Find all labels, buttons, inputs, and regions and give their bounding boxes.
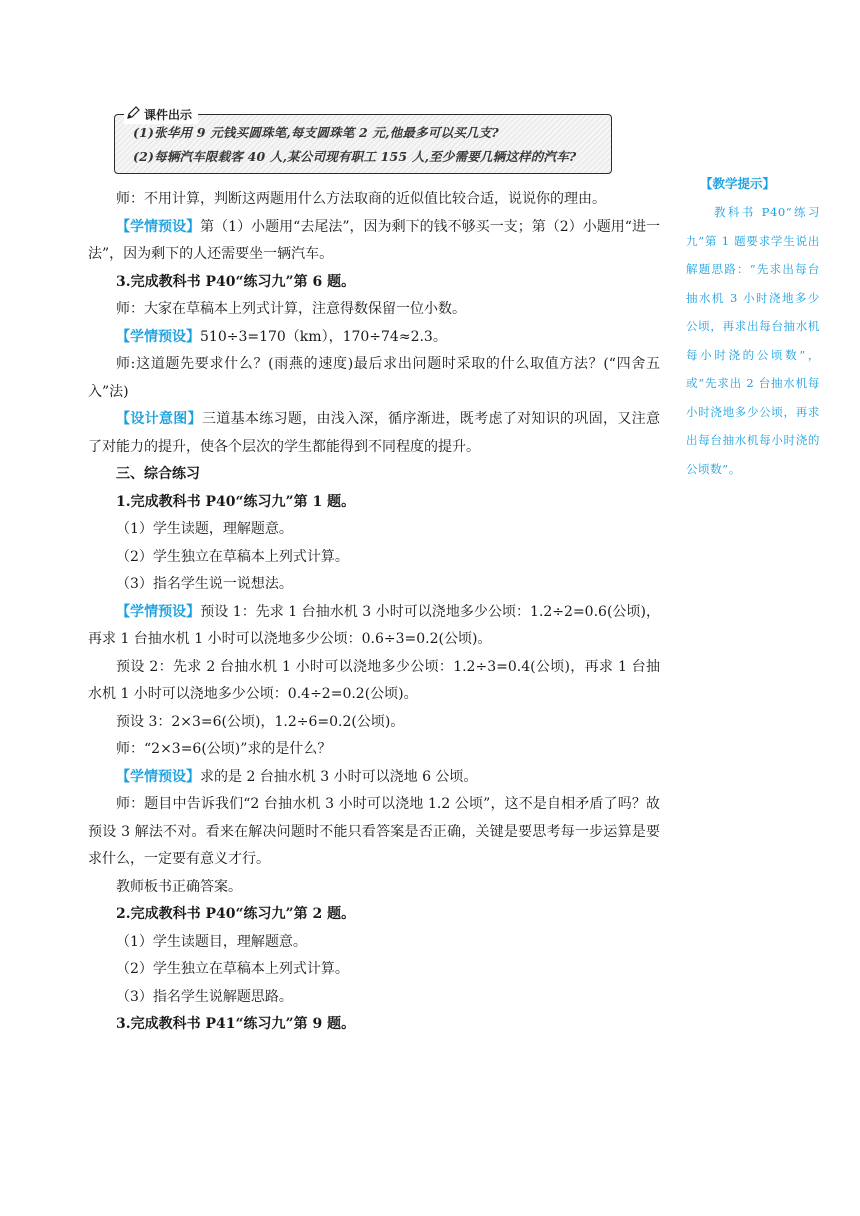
main-content bbox=[88, 186, 660, 1039]
section-heading: 1.完成教科书 P40“练习九”第 1 题。 bbox=[116, 493, 356, 510]
section-heading: 三、综合练习 bbox=[116, 466, 200, 482]
paragraph-text: 510÷3=170（km），170÷74≈2.3。 bbox=[200, 328, 447, 345]
paragraph bbox=[88, 214, 660, 269]
teaching-tip-title: 【教学提示】 bbox=[700, 176, 776, 191]
paragraph: 预设 3：2×3=6(公顷)，1.2÷6=0.2(公顷)。 bbox=[116, 713, 405, 730]
paragraph-text: 第（1）小题用“去尾法”，因为剩下的钱不够买一支；第（2）小题用“进一法”，因为剩下的人还需要坐一辆汽车。 bbox=[88, 218, 660, 262]
paragraph: （3）指名学生说解题思路。 bbox=[116, 988, 293, 1005]
pencil-icon bbox=[126, 106, 140, 120]
xueqing-tag: 【学情预设】 bbox=[116, 328, 200, 345]
paragraph bbox=[88, 764, 660, 792]
paragraph: 师:这道题先要求什么？(雨燕的速度)最后求出问题时采取的什么取值方法？(“四舍五入”法) bbox=[88, 356, 660, 400]
section-heading: 2.完成教科书 P40“练习九”第 2 题。 bbox=[116, 906, 356, 922]
paragraph: （1）学生读题，理解题意。 bbox=[116, 521, 293, 537]
xueqing-tag: 【学情预设】 bbox=[116, 768, 200, 785]
teaching-tip-text: 教科书 P40“练习九”第 1 题要求学生说出解题思路：“先求出每台抽水机 3 小时浇地多少公顷，再求出每台抽水机每小时浇的公顷数”，或“先求出 2 台抽水机每小时浇地多少公顷，再求出每台抽水机每小时浇的公顷数”。 bbox=[686, 205, 820, 476]
teaching-tip bbox=[686, 174, 820, 483]
xueqing-tag: 【学情预设】 bbox=[116, 603, 201, 620]
paragraph: （2）学生独立在草稿本上列式计算。 bbox=[116, 548, 349, 565]
paragraph: 教师板书正确答案。 bbox=[116, 878, 242, 895]
paragraph bbox=[88, 599, 660, 654]
paragraph: 师：不用计算，判断这两题用什么方法取商的近似值比较合适，说说你的理由。 bbox=[116, 191, 606, 207]
paragraph: 师：题目中告诉我们“2 台抽水机 3 小时可以浇地 1.2 公顷”，这不是自相矛盾了吗？故预设 3 解法不对。看来在解决问题时不能只看答案是否正确，关键是要思考每一步运算是要求什么，一定要有意义才行。 bbox=[88, 796, 660, 867]
paragraph: （2）学生独立在草稿本上列式计算。 bbox=[116, 961, 349, 977]
paragraph-text: 预设 1：先求 1 台抽水机 3 小时可以浇地多少公顷：1.2÷2=0.6(公顷)，再求 1 台抽水机 1 小时可以浇地多少公顷：0.6÷3=0.2(公顷)。 bbox=[88, 603, 660, 647]
courseware-question-1: (1)张华用 9 元钱买圆珠笔,每支圆珠笔 2 元,他最多可以买几支? bbox=[133, 125, 499, 140]
paragraph: 预设 2：先求 2 台抽水机 1 小时可以浇地多少公顷：1.2÷3=0.4(公顷)，再求 1 台抽水机 1 小时可以浇地多少公顷：0.4÷2=0.2(公顷)。 bbox=[88, 658, 660, 702]
paragraph-text: 三道基本练习题，由浅入深，循序渐进，既考虑了对知识的巩固，又注意了对能力的提升，使各个层次的学生都能得到不同程度的提升。 bbox=[88, 411, 661, 455]
courseware-question-2: (2)每辆汽车限载客 40 人,某公司现有职工 155 人,至少需要几辆这样的汽车? bbox=[133, 149, 577, 164]
paragraph-text: 求的是 2 台抽水机 3 小时可以浇地 6 公顷。 bbox=[200, 768, 478, 785]
paragraph: （1）学生读题目，理解题意。 bbox=[116, 933, 307, 950]
paragraph: 师：大家在草稿本上列式计算，注意得数保留一位小数。 bbox=[116, 301, 466, 317]
sheji-tag: 【设计意图】 bbox=[116, 411, 202, 427]
courseware-box bbox=[114, 108, 612, 174]
courseware-tab bbox=[124, 104, 198, 124]
section-heading: 3.完成教科书 P41“练习九”第 9 题。 bbox=[116, 1016, 356, 1032]
courseware-title: 课件出示 bbox=[144, 107, 193, 122]
paragraph bbox=[88, 406, 660, 461]
section-heading: 3.完成教科书 P40“练习九”第 6 题。 bbox=[116, 273, 356, 290]
paragraph: （3）指名学生说一说想法。 bbox=[116, 576, 293, 592]
paragraph: 师：“2×3=6(公顷)”求的是什么？ bbox=[116, 741, 332, 757]
paragraph bbox=[88, 324, 660, 352]
xueqing-tag: 【学情预设】 bbox=[116, 218, 201, 235]
